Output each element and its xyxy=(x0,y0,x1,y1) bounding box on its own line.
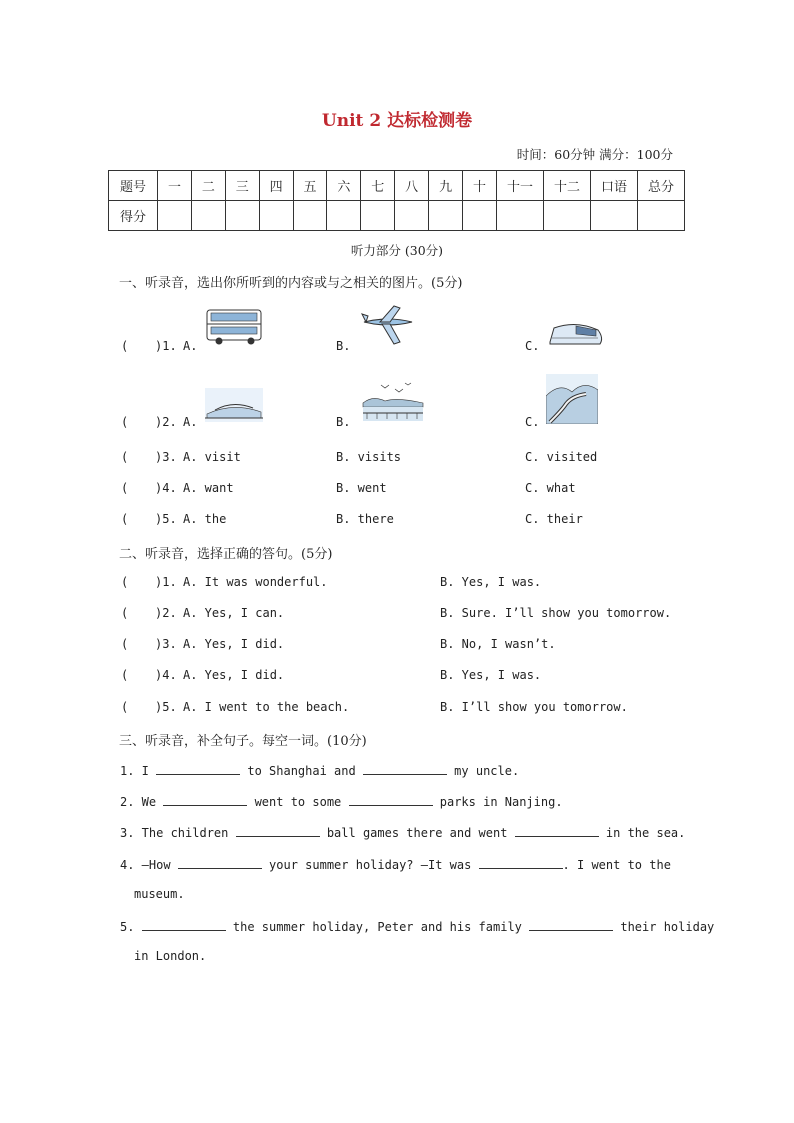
stadium-icon xyxy=(205,388,263,422)
page-title: Unit 2 达标检测卷 xyxy=(321,111,473,131)
header-cell: 总分 xyxy=(638,171,685,201)
text: to Shanghai and xyxy=(240,764,363,778)
question-number: )5. xyxy=(155,512,177,526)
option-a[interactable]: A. I went to the beach. xyxy=(183,700,350,714)
s3-sentence-4-cont: museum. xyxy=(134,887,185,901)
listening-header: 听力部分 (30分) xyxy=(350,243,444,258)
option-a[interactable]: A. Yes, I did. xyxy=(183,637,285,651)
header-cell: 四 xyxy=(259,171,293,201)
text: . I went to the xyxy=(562,858,671,872)
option-b[interactable]: B. Sure. I’ll show you tomorrow. xyxy=(440,606,672,620)
header-cell: 八 xyxy=(395,171,429,201)
time-info: 时间：60分钟 满分：100分 xyxy=(516,147,673,162)
score-table-score-row xyxy=(109,201,685,231)
answer-paren[interactable]: ( xyxy=(121,637,129,651)
option-a[interactable]: A. xyxy=(183,339,198,353)
option-b[interactable]: B. visits xyxy=(336,450,402,464)
s3-sentence-5 xyxy=(120,918,714,934)
text: 1. I xyxy=(120,764,157,778)
text: 5. xyxy=(120,920,142,934)
option-c[interactable]: C. xyxy=(525,415,540,429)
option-a[interactable]: A. Yes, I can. xyxy=(183,606,285,620)
option-b[interactable]: B. Yes, I was. xyxy=(440,575,542,589)
option-a[interactable]: A. want xyxy=(183,481,234,495)
header-cell: 三 xyxy=(225,171,259,201)
text: 2. We xyxy=(120,795,164,809)
option-b[interactable]: B. Yes, I was. xyxy=(440,668,542,682)
option-a[interactable]: A. Yes, I did. xyxy=(183,668,285,682)
option-b[interactable]: B. I’ll show you tomorrow. xyxy=(440,700,628,714)
option-c[interactable]: C. their xyxy=(525,512,583,526)
fill-blank[interactable] xyxy=(156,762,240,775)
header-cell: 九 xyxy=(429,171,463,201)
header-cell: 七 xyxy=(361,171,395,201)
text: ball games there and went xyxy=(319,826,515,840)
answer-paren[interactable]: ( xyxy=(121,700,129,714)
score-cell[interactable] xyxy=(429,201,463,231)
answer-paren[interactable]: ( xyxy=(121,606,129,620)
fill-blank[interactable] xyxy=(163,793,247,806)
option-c[interactable]: C. xyxy=(525,339,540,353)
score-cell[interactable] xyxy=(293,201,327,231)
text: in the sea. xyxy=(598,826,686,840)
text: 4. —How xyxy=(120,858,178,872)
text: 3. The children xyxy=(120,826,236,840)
score-table-header-row xyxy=(109,171,685,201)
text: your summer holiday? —It was xyxy=(261,858,479,872)
question-number: )1. xyxy=(155,339,177,353)
score-cell[interactable] xyxy=(395,201,429,231)
text: my uncle. xyxy=(446,764,520,778)
question-number: )4. xyxy=(155,481,177,495)
score-cell[interactable] xyxy=(225,201,259,231)
header-cell: 一 xyxy=(158,171,192,201)
option-b[interactable]: B. went xyxy=(336,481,387,495)
airplane-icon xyxy=(360,302,416,348)
header-cell: 二 xyxy=(191,171,225,201)
option-a[interactable]: A. the xyxy=(183,512,227,526)
answer-paren[interactable]: ( xyxy=(121,512,129,526)
header-cell: 六 xyxy=(327,171,361,201)
lake-bridge-icon xyxy=(361,381,425,423)
s3-sentence-1 xyxy=(120,762,519,778)
score-cell[interactable] xyxy=(591,201,638,231)
header-cell: 十一 xyxy=(497,171,544,201)
section2-heading: 二、听录音，选择正确的答句。(5分) xyxy=(119,547,333,562)
fill-blank[interactable] xyxy=(515,824,599,837)
fill-blank[interactable] xyxy=(142,918,226,931)
score-cell[interactable] xyxy=(327,201,361,231)
fill-blank[interactable] xyxy=(178,856,262,869)
s3-sentence-3 xyxy=(120,824,685,840)
answer-paren[interactable]: ( xyxy=(121,575,129,589)
option-b[interactable]: B. xyxy=(336,339,351,353)
train-icon xyxy=(546,318,606,350)
option-a[interactable]: A. xyxy=(183,415,198,429)
fill-blank[interactable] xyxy=(236,824,320,837)
answer-paren[interactable]: ( xyxy=(121,668,129,682)
header-cell: 十 xyxy=(463,171,497,201)
question-number: )5. xyxy=(155,700,177,714)
score-cell[interactable] xyxy=(158,201,192,231)
answer-paren[interactable]: ( xyxy=(121,481,129,495)
score-cell[interactable] xyxy=(638,201,685,231)
text: their holiday xyxy=(613,920,715,934)
bus-icon xyxy=(205,306,265,346)
option-a[interactable]: A. It was wonderful. xyxy=(183,575,328,589)
header-cell: 口语 xyxy=(591,171,638,201)
score-cell[interactable] xyxy=(361,201,395,231)
question-number: )1. xyxy=(155,575,177,589)
question-number: )3. xyxy=(155,450,177,464)
great-wall-icon xyxy=(546,374,598,424)
header-cell: 五 xyxy=(293,171,327,201)
text: parks in Nanjing. xyxy=(432,795,563,809)
s3-sentence-2 xyxy=(120,793,563,809)
question-number: )3. xyxy=(155,637,177,651)
score-cell[interactable] xyxy=(544,201,591,231)
section3-heading: 三、听录音，补全句子。每空一词。(10分) xyxy=(119,734,367,749)
question-number: )4. xyxy=(155,668,177,682)
option-a[interactable]: A. visit xyxy=(183,450,241,464)
option-b[interactable]: B. there xyxy=(336,512,394,526)
answer-paren[interactable]: ( xyxy=(121,415,129,429)
question-number: )2. xyxy=(155,415,177,429)
answer-paren[interactable]: ( xyxy=(121,339,129,353)
score-cell[interactable] xyxy=(463,201,497,231)
fill-blank[interactable] xyxy=(363,762,447,775)
option-b[interactable]: B. xyxy=(336,415,351,429)
s3-sentence-5-cont: in London. xyxy=(134,949,207,963)
score-cell[interactable] xyxy=(497,201,544,231)
fill-blank[interactable] xyxy=(479,856,563,869)
score-cell[interactable] xyxy=(259,201,293,231)
option-c[interactable]: C. visited xyxy=(525,450,598,464)
text: went to some xyxy=(247,795,349,809)
score-table xyxy=(108,170,685,231)
option-b[interactable]: B. No, I wasn’t. xyxy=(440,637,556,651)
score-cell[interactable] xyxy=(191,201,225,231)
section1-heading: 一、听录音，选出你所听到的内容或与之相关的图片。(5分) xyxy=(119,276,463,291)
header-cell: 十二 xyxy=(544,171,591,201)
fill-blank[interactable] xyxy=(529,918,613,931)
answer-paren[interactable]: ( xyxy=(121,450,129,464)
score-row-label: 得分 xyxy=(109,201,158,231)
header-cell: 题号 xyxy=(109,171,158,201)
option-c[interactable]: C. what xyxy=(525,481,576,495)
s3-sentence-4 xyxy=(120,856,671,872)
fill-blank[interactable] xyxy=(349,793,433,806)
text: the summer holiday, Peter and his family xyxy=(225,920,530,934)
question-number: )2. xyxy=(155,606,177,620)
